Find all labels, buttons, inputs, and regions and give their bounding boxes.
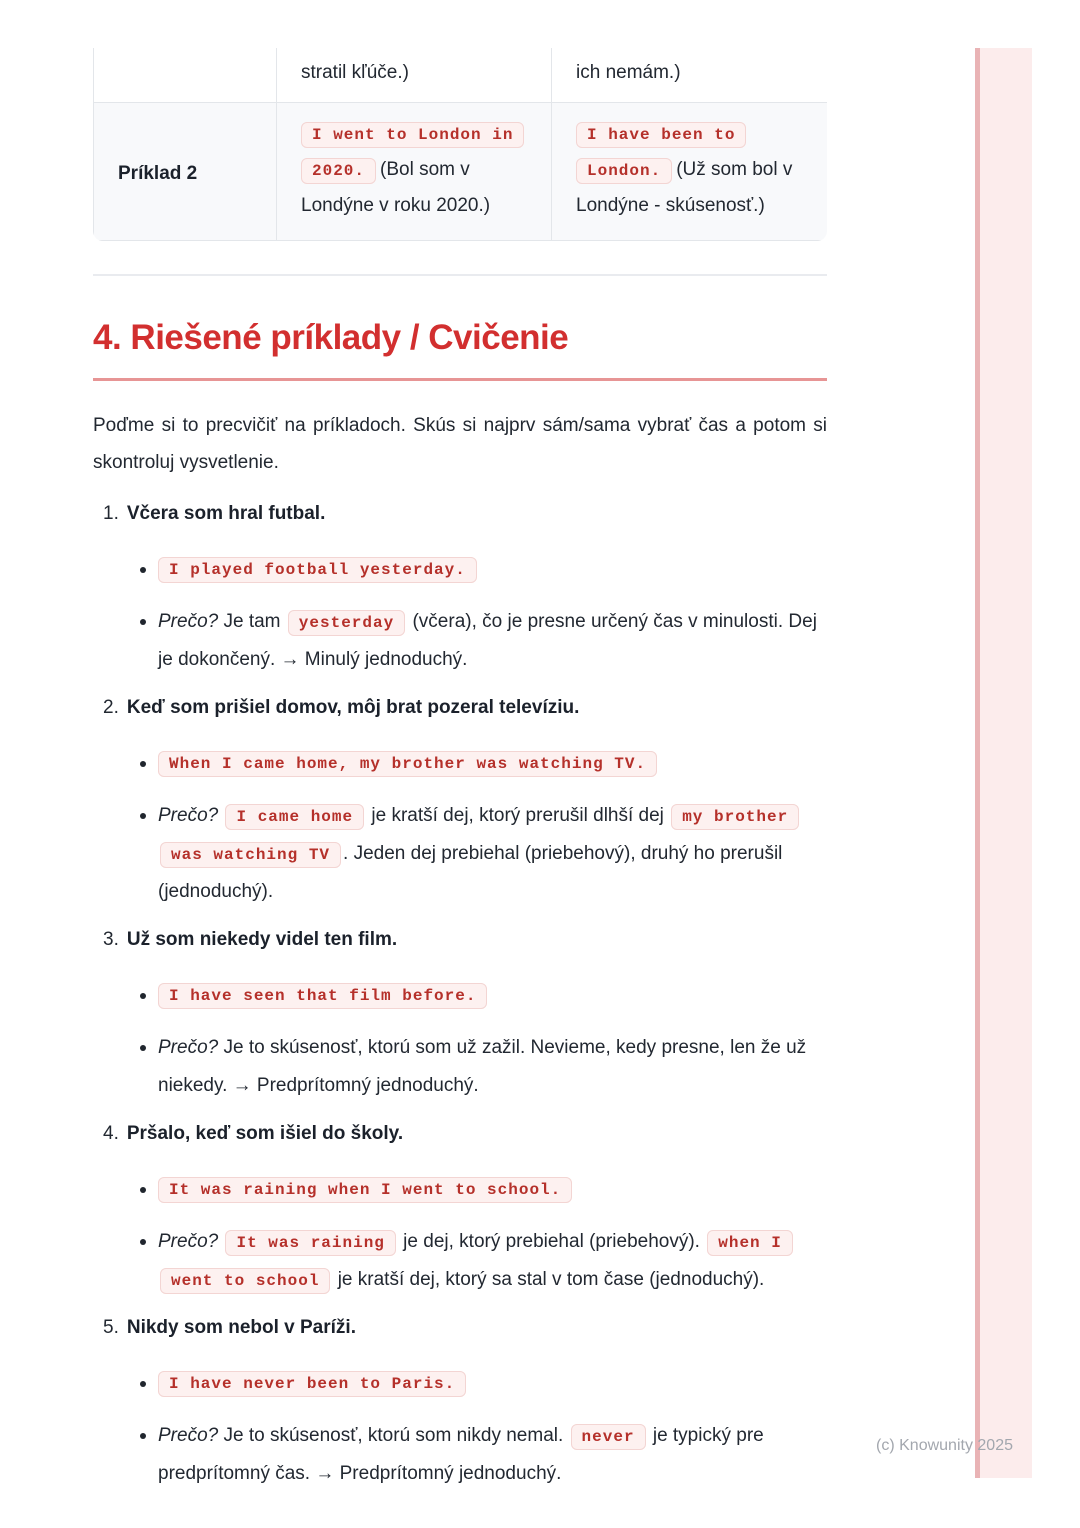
code-snippet: I went to London in 2020. [301,122,524,184]
explanation-text: Je to skúsenosť, ktorú som už zažil. Nevieme, kedy presne, len že už niekedy. → Predprítomný jednoduchý. [158,1036,807,1096]
explanation-text: je kratší dej, ktorý prerušil dlhší dej [366,804,670,826]
answer-code-snippet: It was raining when I went to school. [158,1177,572,1203]
copyright-watermark: (c) Knowunity 2025 [876,1437,1013,1454]
exercise-question-text: Pršalo, keď som išiel do školy. [126,1122,404,1144]
exercise-question-text: Včera som hral futbal. [126,502,326,524]
explanation-bullet [158,603,827,679]
explanation-text: Je to skúsenosť, ktorú som nikdy nemal. [218,1424,569,1446]
explanation-text: je kratší dej, ktorý sa stal v tom čase (jednoduchý). [332,1268,765,1290]
exercise-item [93,501,827,679]
exercise-question [93,927,827,953]
exercise-bullets [93,749,827,911]
explanation-text [218,805,223,826]
exercise-question [93,1315,827,1341]
inline-code-snippet: It was raining [225,1230,395,1256]
explanation-text: je typický pre predprítomný čas. → Predprítomný jednoduchý. [158,1424,764,1484]
cell-text: ich nemám.) [576,62,681,83]
answer-bullet [158,981,827,1011]
explanation-text: . Jeden dej prebiehal (priebehový), druhý ho prerušil (jednoduchý). [158,842,783,902]
intro-paragraph: Poďme si to precvičiť na príkladoch. Skús si najprv sám/sama vybrať čas a potom si skontroluj vysvetlenie. [93,414,827,473]
why-label: Prečo? [158,610,219,632]
why-label: Prečo? [158,1230,219,1252]
inline-code-snippet: I came home [225,804,364,830]
page-edge-strip [975,48,1032,1478]
cell-text: stratil kľúče.) [301,62,409,83]
table-cell-perfect-translation-tail [552,48,828,102]
answer-code-snippet: I have seen that film before. [158,983,487,1009]
table-cell-past-example [277,102,552,240]
inline-code-snippet: never [571,1424,646,1450]
answer-code-snippet: When I came home, my brother was watching TV. [158,751,657,777]
table-cell-perfect-example [552,102,828,240]
explanation-text [218,1231,223,1252]
exercise-number: 4. [103,1122,119,1144]
document-content [93,0,827,1509]
exercise-question-text: Už som niekedy videl ten film. [126,928,398,950]
exercise-question-text: Nikdy som nebol v Paríži. [126,1316,356,1338]
explanation-bullet [158,1417,827,1493]
exercise-number: 2. [103,696,119,718]
exercise-number: 1. [103,502,119,524]
code-snippet: I have been to London. [576,122,746,184]
exercise-item [93,695,827,911]
inline-code-snippet: when I went to school [160,1230,793,1294]
table-cell-empty [94,48,277,102]
inline-code-snippet: my brother was watching TV [160,804,799,868]
exercise-number: 5. [103,1316,119,1338]
explanation-bullet [158,1029,827,1105]
answer-code-snippet: I have never been to Paris. [158,1371,466,1397]
exercise-bullets [93,1175,827,1299]
answer-bullet [158,749,827,779]
why-label: Prečo? [158,1036,219,1058]
explanation-bullet [158,797,827,911]
table-row-example-2 [94,102,828,240]
why-label: Prečo? [158,1424,219,1446]
table-row-label [94,102,277,240]
exercise-bullets [93,1369,827,1493]
explanation-text: (včera), čo je presne určený čas v minulosti. Dej je dokončený. → Minulý jednoduchý. [158,610,817,670]
inline-code-snippet: yesterday [288,610,405,636]
row-label-text: Príklad 2 [118,162,198,184]
exercise-number: 3. [103,928,119,950]
exercise-item [93,1315,827,1493]
exercise-question-text: Keď som prišiel domov, môj brat pozeral televíziu. [126,696,580,718]
exercise-item [93,927,827,1105]
exercise-question [93,695,827,721]
table-cell-past-translation-tail [277,48,552,102]
cell-text: (Bol som v Londýne v roku 2020.) [301,158,491,216]
why-label: Prečo? [158,804,219,826]
exercise-question [93,1121,827,1147]
answer-bullet [158,555,827,585]
answer-bullet [158,1175,827,1205]
explanation-text: je dej, ktorý prebiehal (priebehový). [397,1230,706,1252]
answer-bullet [158,1369,827,1399]
exercise-bullets [93,555,827,679]
section-divider [93,274,827,276]
section-title: 4. Riešené príklady / Cvičenie [93,317,569,357]
exercise-question [93,501,827,527]
cell-text: (Už som bol v Londýne - skúsenosť.) [576,158,793,216]
exercise-item [93,1121,827,1299]
answer-code-snippet: I played football yesterday. [158,557,477,583]
title-underline [93,378,827,381]
exercise-bullets [93,981,827,1105]
exercise-list [93,501,827,1493]
explanation-bullet [158,1223,827,1299]
explanation-text: Je tam [218,610,286,632]
comparison-table [93,48,827,241]
table-row-continued [94,48,828,102]
